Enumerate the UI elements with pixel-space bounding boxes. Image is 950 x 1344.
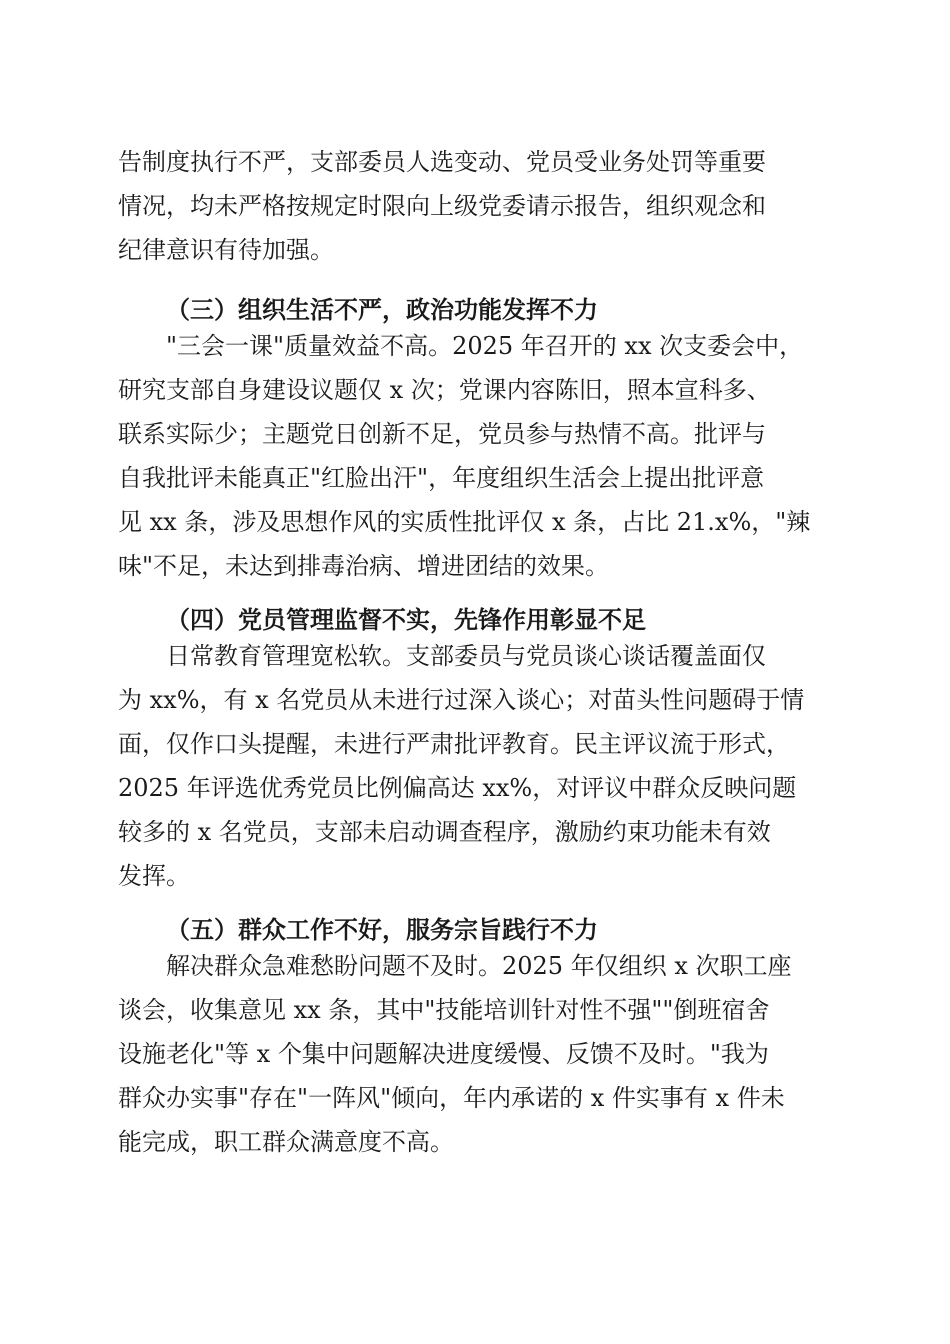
section-heading: （五）群众工作不好，服务宗旨践行不力 <box>166 915 598 944</box>
paragraph-line: 自我批评未能真正"红脸出汗"，年度组织生活会上提出批评意 <box>118 464 765 492</box>
paragraph-line: 见 xx 条，涉及思想作风的实质性批评仅 x 条，占比 21.x%，"辣 <box>118 508 811 536</box>
paragraph-line: 能完成，职工群众满意度不高。 <box>118 1128 454 1156</box>
paragraph-section-5 <box>118 944 830 1164</box>
paragraph-line: 告制度执行不严，支部委员人选变动、党员受业务处罚等重要 <box>118 148 766 176</box>
paragraph-section-4 <box>118 634 830 898</box>
paragraph-line: 情况，均未严格按规定时限向上级党委请示报告，组织观念和 <box>118 192 766 220</box>
paragraph-line: 发挥。 <box>118 862 190 890</box>
paragraph-continuation <box>118 140 830 272</box>
section-heading: （四）党员管理监督不实，先锋作用彰显不足 <box>166 605 646 634</box>
paragraph-line: 群众办实事"存在"一阵风"倾向，年内承诺的 x 件实事有 x 件未 <box>118 1084 785 1112</box>
paragraph-line: 2025 年评选优秀党员比例偏高达 xx%，对评议中群众反映问题 <box>118 774 797 802</box>
paragraph-section-3 <box>118 324 830 588</box>
paragraph-line: 为 xx%，有 x 名党员从未进行过深入谈心；对苗头性问题碍于情 <box>118 686 805 714</box>
paragraph-line: 味"不足，未达到排毒治病、增进团结的效果。 <box>118 552 610 580</box>
paragraph-line: 解决群众急难愁盼问题不及时。2025 年仅组织 x 次职工座 <box>166 952 792 980</box>
paragraph-line: 设施老化"等 x 个集中问题解决进度缓慢、反馈不及时。"我为 <box>118 1040 769 1068</box>
paragraph-line: 联系实际少；主题党日创新不足，党员参与热情不高。批评与 <box>118 420 766 448</box>
paragraph-line: 谈会，收集意见 xx 条，其中"技能培训针对性不强""倒班宿舍 <box>118 996 770 1024</box>
paragraph-line: "三会一课"质量效益不高。2025 年召开的 xx 次支委会中， <box>166 332 804 360</box>
paragraph-line: 较多的 x 名党员，支部未启动调查程序，激励约束功能未有效 <box>118 818 771 846</box>
paragraph-line: 日常教育管理宽松软。支部委员与党员谈心谈话覆盖面仅 <box>166 642 766 670</box>
paragraph-line: 研究支部自身建设议题仅 x 次；党课内容陈旧，照本宣科多、 <box>118 376 771 404</box>
paragraph-line: 面，仅作口头提醒，未进行严肃批评教育。民主评议流于形式， <box>118 730 790 758</box>
section-heading: （三）组织生活不严，政治功能发挥不力 <box>166 295 598 324</box>
paragraph-line: 纪律意识有待加强。 <box>118 236 334 264</box>
